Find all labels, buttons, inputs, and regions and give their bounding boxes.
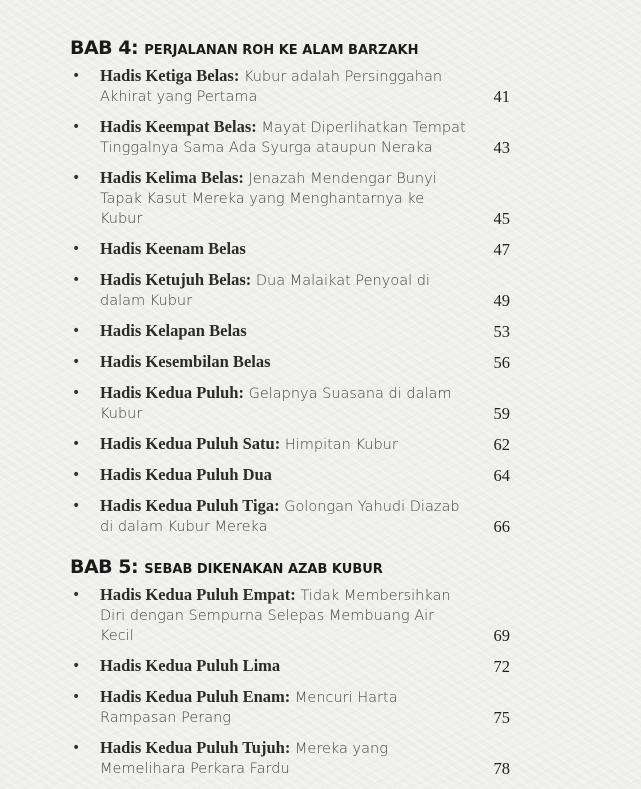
- colon: :: [251, 117, 257, 136]
- bullet-icon: •: [72, 119, 81, 135]
- chapter-label: BAB 4:: [70, 37, 139, 59]
- bullet-icon: •: [72, 689, 81, 705]
- entry-title: Hadis Kedua Puluh Tujuh: [100, 738, 285, 757]
- entry-title: Hadis Kelapan Belas: [100, 321, 247, 340]
- toc-entry[interactable]: [70, 66, 510, 107]
- toc-entry[interactable]: [70, 687, 510, 728]
- page-number: 66: [493, 517, 510, 536]
- page-number: 47: [493, 240, 510, 259]
- colon: :: [233, 66, 240, 85]
- entry-description: Dua Malaikat Penyoal di dalam Kubur: [100, 273, 430, 309]
- bullet-icon: •: [72, 354, 81, 370]
- entry-title: Hadis Ketiga Belas: [100, 66, 234, 85]
- entry-text: [100, 321, 470, 342]
- entry-text: [100, 117, 470, 158]
- toc-entry[interactable]: [70, 270, 510, 311]
- page-number: 45: [493, 209, 510, 228]
- entry-text: [100, 270, 470, 311]
- entry-description: Gelapnya Suasana di dalam Kubur: [100, 386, 452, 422]
- bullet-icon: •: [72, 323, 81, 339]
- bullet-icon: •: [72, 272, 81, 288]
- bullet-icon: •: [72, 68, 81, 84]
- toc-entry[interactable]: [70, 117, 510, 158]
- entry-description: Himpitan Kubur: [284, 437, 398, 453]
- entry-description: Mayat Diperlihatkan Tempat Tinggalnya Sama Ada Syurga ataupun Neraka: [100, 120, 466, 156]
- bullet-icon: •: [72, 658, 81, 674]
- toc-entry[interactable]: [70, 434, 510, 455]
- chapter-title: PERJALANAN ROH KE ALAM BARZAKH: [144, 43, 419, 58]
- entry-text: [100, 434, 470, 455]
- entry-description: Golongan Yahudi Diazab di dalam Kubur Mereka: [100, 499, 460, 535]
- entry-title: Hadis Kedua Puluh Lima: [100, 656, 281, 675]
- bullet-icon: •: [72, 587, 81, 603]
- entry-title: Hadis Keenam Belas: [100, 239, 246, 258]
- entry-title: Hadis Kedua Puluh: [100, 383, 239, 402]
- toc-entry[interactable]: [70, 352, 510, 373]
- page-number: 75: [493, 708, 510, 727]
- toc-entry[interactable]: [70, 383, 510, 424]
- entry-title: Hadis Keempat Belas: [100, 117, 252, 136]
- chapter-title: SEBAB DIKENAKAN AZAB KUBUR: [144, 562, 383, 577]
- entry-title: Hadis Kedua Puluh Satu: [100, 434, 275, 453]
- chapter-heading: [70, 553, 510, 581]
- entry-description: Mereka yang Memelihara Perkara Fardu: [100, 741, 388, 777]
- entry-text: [100, 465, 470, 486]
- entry-text: [100, 585, 470, 646]
- page-number: 56: [493, 353, 510, 372]
- page-number: 69: [493, 626, 510, 645]
- entry-title: Hadis Kedua Puluh Enam: [100, 687, 285, 706]
- entry-title: Hadis Ketujuh Belas: [100, 270, 246, 289]
- colon: :: [238, 168, 244, 187]
- page-number: 62: [493, 435, 510, 454]
- bullet-icon: •: [72, 498, 81, 514]
- entry-text: [100, 656, 470, 677]
- entry-title: Hadis Kesembilan Belas: [100, 352, 271, 371]
- page-number: 78: [493, 759, 510, 778]
- entry-text: [100, 168, 470, 229]
- entry-description: Kubur adalah Persinggahan Akhirat yang Pertama: [100, 69, 443, 105]
- bullet-icon: •: [72, 170, 81, 186]
- page-number: 64: [493, 466, 510, 485]
- toc-entry[interactable]: [70, 738, 510, 779]
- colon: :: [274, 496, 280, 515]
- entry-description: Mencuri Harta Rampasan Perang: [100, 690, 398, 726]
- colon: :: [238, 383, 244, 402]
- bullet-icon: •: [72, 241, 81, 257]
- entry-description: Tidak Membersihkan Diri dengan Sempurna Selepas Membuang Air Kecil: [100, 588, 451, 644]
- bullet-icon: •: [72, 740, 81, 756]
- chapter-label: BAB 5:: [70, 556, 139, 578]
- toc-entry[interactable]: [70, 321, 510, 342]
- toc-entry[interactable]: [70, 585, 510, 646]
- entry-text: [100, 383, 470, 424]
- entry-title: Hadis Kedua Puluh Dua: [100, 465, 272, 484]
- bullet-icon: •: [72, 467, 81, 483]
- entry-title: Hadis Kedua Puluh Empat: [100, 585, 291, 604]
- toc-entry[interactable]: [70, 239, 510, 260]
- entry-text: [100, 496, 470, 537]
- entry-text: [100, 738, 470, 779]
- colon: :: [245, 270, 252, 289]
- entry-description: Jenazah Mendengar Bunyi Tapak Kasut Mereka yang Menghantarnya ke Kubur: [100, 171, 437, 227]
- toc-entry[interactable]: [70, 168, 510, 229]
- entry-text: [100, 352, 470, 373]
- page-number: 72: [493, 657, 510, 676]
- entry-text: [100, 687, 470, 728]
- entry-title: Hadis Kelima Belas: [100, 168, 239, 187]
- entry-text: [100, 66, 470, 107]
- page-number: 49: [493, 291, 510, 310]
- page-number: 43: [493, 138, 510, 157]
- page-number: 41: [493, 87, 510, 106]
- table-of-contents: [70, 34, 510, 789]
- bullet-icon: •: [72, 436, 81, 452]
- toc-entry[interactable]: [70, 496, 510, 537]
- page-number: 59: [493, 404, 510, 423]
- colon: :: [290, 585, 296, 604]
- entry-text: [100, 239, 470, 260]
- colon: :: [284, 738, 291, 757]
- bullet-icon: •: [72, 385, 81, 401]
- colon: :: [274, 434, 281, 453]
- entry-title: Hadis Kedua Puluh Tiga: [100, 496, 275, 515]
- toc-entry[interactable]: [70, 656, 510, 677]
- toc-entry[interactable]: [70, 465, 510, 486]
- page-number: 53: [493, 322, 510, 341]
- colon: :: [284, 687, 291, 706]
- chapter-heading: [70, 34, 510, 62]
